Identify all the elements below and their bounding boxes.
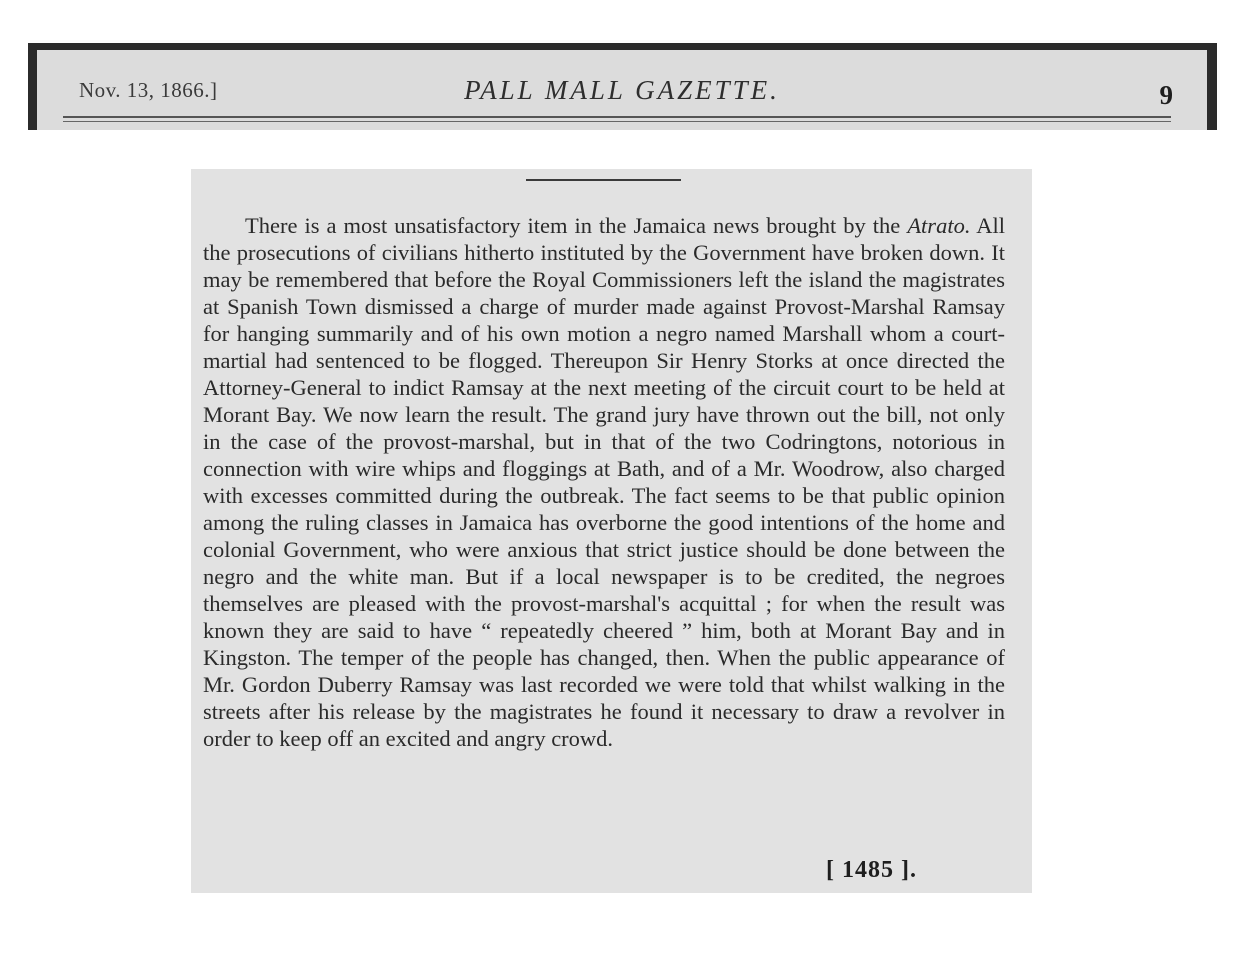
masthead-rule-thin — [63, 121, 1171, 122]
article-body: All the prosecutions of civilians hitherto instituted by the Government have broken down. It may be remembered that before the Royal Commissioners left the island the magistrates at Spanish Town dismissed a charge of murder made against Provost-Marshal Ramsay for hanging summarily and of his own motion a negro named Marshall whom a court-martial had sentenced to be flogged. Thereupon Sir Henry Storks at once directed the Attorney-General to indict Ramsay at the next meeting of the circuit court to be held at Morant Bay. We now learn the result. The grand jury have thrown out the bill, not only in the case of the provost-marshal, but in that of the two Codringtons, notorious in connection with wire whips and floggings at Bath, and of a Mr. Woodrow, also charged with excesses committed during the outbreak. The fact seems to be that public opinion among the ruling classes in Jamaica has overborne the good intentions of the home and colonial Government, who were anxious that strict justice should be done between the negro and the white man. But if a local newspaper is to be credited, the negroes themselves are pleased with the provost-marshal's acquittal ; for when the result was known they are said to have “ repeatedly cheered ” him, both at Morant Bay and in Kingston. The temper of the people has changed, then. When the public appearance of Mr. Gordon Duberry Ramsay was last recorded we were told that whilst walking in the streets after his release by the magistrates he found it necessary to draw a revolver in order to keep off an excited and angry crowd. — [203, 213, 1005, 751]
article-intro: There is a most unsatisfactory item in the Jamaica news brought by the — [245, 213, 908, 238]
ship-name: Atrato. — [907, 213, 971, 238]
newspaper-title: PALL MALL GAZETTE. — [464, 75, 780, 105]
page-number: 9 — [1159, 80, 1173, 110]
article-clipping — [191, 169, 1032, 893]
article-paragraph — [203, 212, 1005, 752]
section-divider — [526, 179, 681, 181]
article-reference-number: [ 1485 ]. — [826, 857, 917, 883]
masthead-paper — [37, 50, 1207, 130]
masthead-strip — [28, 43, 1217, 130]
masthead-rule — [63, 116, 1171, 118]
issue-date: Nov. 13, 1866.] — [79, 78, 218, 102]
